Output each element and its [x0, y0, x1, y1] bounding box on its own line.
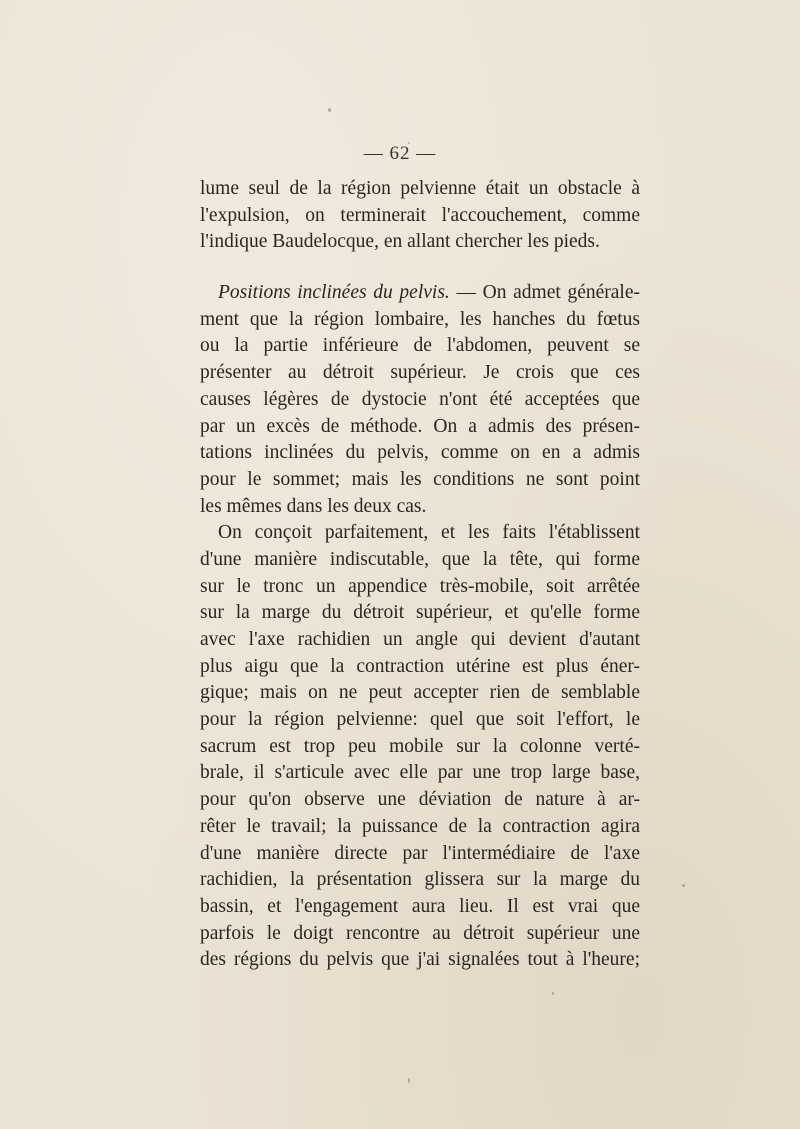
section-heading-line [200, 280, 640, 307]
text-line: ou la partie inférieure de l'abdomen, peuvent se [200, 335, 640, 357]
text-line: rachidien, la présentation glissera sur la marge du [200, 869, 640, 891]
text-line-rest: — On admet générale- [449, 282, 640, 304]
text-line: sacrum est trop peu mobile sur la colonne verté- [200, 735, 640, 757]
text-line: bassin, et l'engagement aura lieu. Il est vrai que [200, 895, 640, 917]
text-line: l'expulsion, on terminerait l'accouchement, comme [200, 204, 640, 226]
text-line: ment que la région lombaire, les hanches du fœtus [200, 308, 640, 330]
body-text [200, 176, 640, 974]
text-line: plus aigu que la contraction utérine est plus éner- [200, 655, 640, 677]
paragraph-gap [200, 256, 640, 280]
text-line: sur le tronc un appendice très-mobile, soit arrêtée [200, 575, 640, 597]
text-line: avec l'axe rachidien un angle qui devient d'autant [200, 629, 640, 650]
text-line: On conçoit parfaitement, et les faits l'établissent [218, 522, 640, 544]
text-line: par un excès de méthode. On a admis des présen- [200, 415, 640, 437]
text-line: gique; mais on ne peut accepter rien de semblable [200, 682, 640, 704]
text-line: causes légères de dystocie n'ont été acceptées que [200, 388, 640, 410]
text-line: pour le sommet; mais les conditions ne sont point [200, 468, 640, 490]
text-line: lume seul de la région pelvienne était un obstacle à [200, 178, 640, 199]
text-line: d'une manière indiscutable, que la tête, qui forme [200, 548, 640, 570]
text-line: brale, il s'articule avec elle par une trop large base, [200, 762, 640, 784]
text-line: d'une manière directe par l'intermédiaire de l'axe [200, 842, 640, 864]
text-line: sur la marge du détroit supérieur, et qu'elle forme [200, 602, 640, 624]
text-line: pour qu'on observe une déviation de nature à ar- [200, 789, 640, 811]
page-number: — 62 — [363, 143, 437, 164]
text-line: tations inclinées du pelvis, comme on en a admis [200, 442, 640, 464]
text-line: les mêmes dans les deux cas. [200, 495, 427, 517]
section-heading: Positions inclinées du pelvis. [218, 282, 450, 304]
text-line: pour la région pelvienne: quel que soit l'effort, le [200, 709, 640, 731]
text-line: présenter au détroit supérieur. Je crois que ces [200, 362, 640, 384]
text-line: l'indique Baudelocque, en allant chercher les pieds. [200, 231, 600, 253]
text-line: rêter le travail; la puissance de la contraction agira [200, 815, 640, 837]
text-line: parfois le doigt rencontre au détroit supérieur une [200, 922, 640, 944]
text-line: des régions du pelvis que j'ai signalées tout à l'heure; [200, 949, 640, 971]
